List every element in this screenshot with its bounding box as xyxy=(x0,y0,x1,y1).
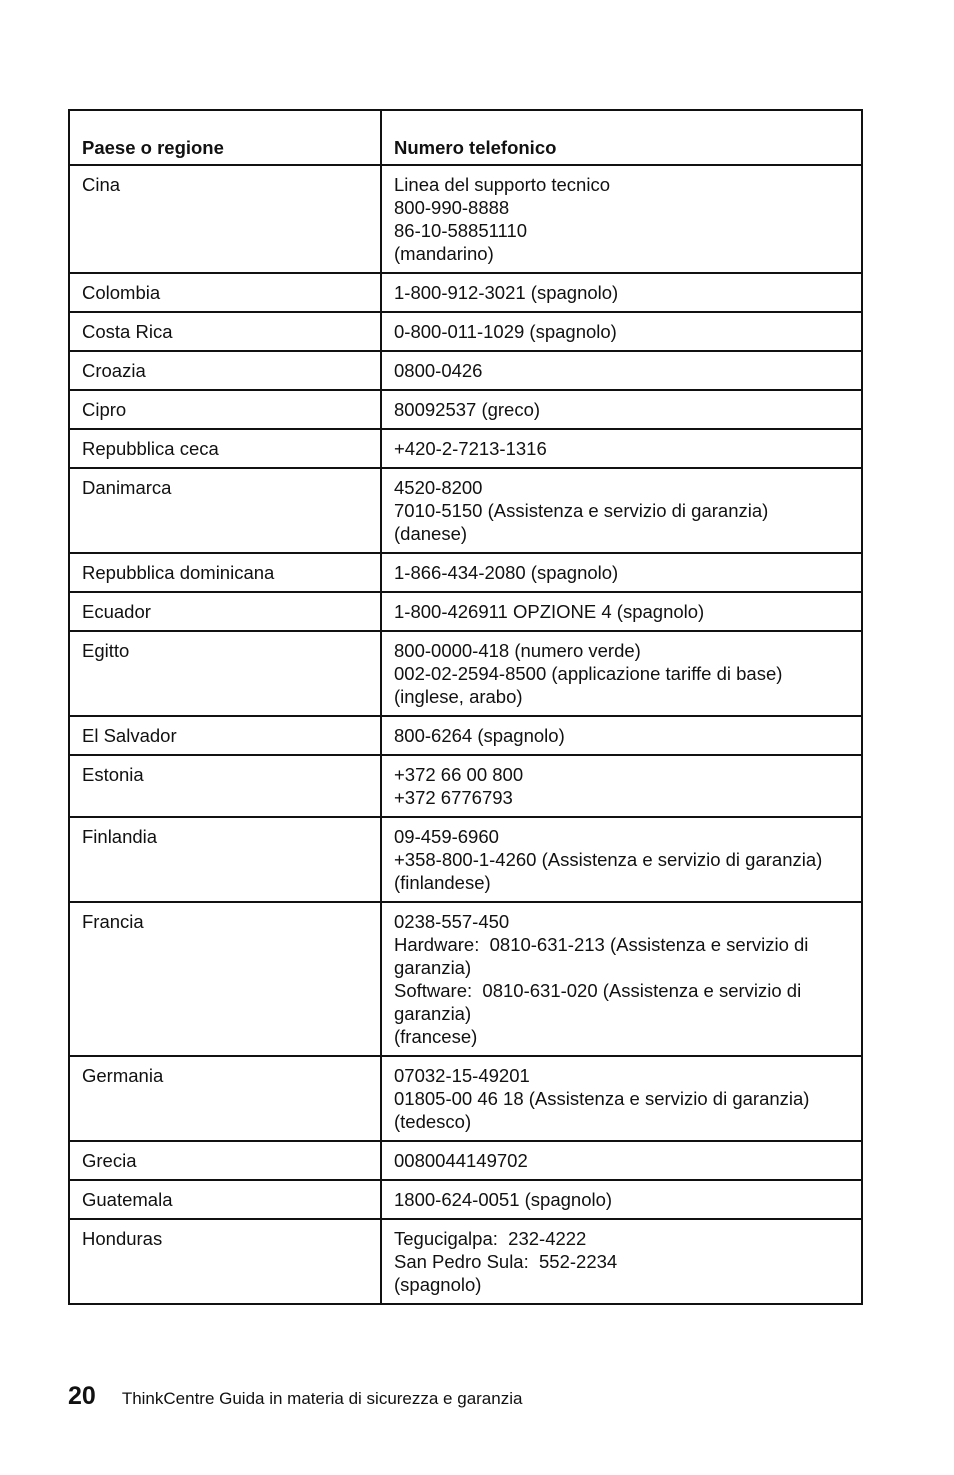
country-cell: Repubblica dominicana xyxy=(69,553,381,592)
phone-cell xyxy=(381,468,862,553)
phone-line: +420-2-7213-1316 xyxy=(394,438,547,459)
phone-line: San Pedro Sula: 552-2234 xyxy=(394,1251,618,1272)
phone-line: 800-6264 (spagnolo) xyxy=(394,725,565,746)
page-footer xyxy=(68,1382,522,1414)
phone-line: 0-800-011-1029 (spagnolo) xyxy=(394,321,617,342)
country-cell: Egitto xyxy=(69,631,381,716)
table-row xyxy=(69,390,862,429)
phone-line: 07032-15-49201 xyxy=(394,1065,530,1086)
phone-cell xyxy=(381,1180,862,1219)
country-cell: Ecuador xyxy=(69,592,381,631)
country-cell: Estonia xyxy=(69,755,381,817)
phone-line: Software: 0810-631-020 (Assistenza e servizio di xyxy=(394,980,802,1001)
table-row xyxy=(69,1180,862,1219)
table-row xyxy=(69,273,862,312)
page-number: 20 xyxy=(68,1382,96,1410)
phone-cell xyxy=(381,429,862,468)
phone-line: 86-10-58851110 xyxy=(394,220,528,241)
table-row xyxy=(69,1219,862,1304)
country-cell: Germania xyxy=(69,1056,381,1141)
table-row xyxy=(69,755,862,817)
country-cell: Honduras xyxy=(69,1219,381,1304)
phone-line: 1800-624-0051 (spagnolo) xyxy=(394,1189,613,1210)
country-cell: El Salvador xyxy=(69,716,381,755)
country-cell: Repubblica ceca xyxy=(69,429,381,468)
country-cell: Francia xyxy=(69,902,381,1056)
phone-line: (danese) xyxy=(394,523,468,544)
table-row xyxy=(69,1056,862,1141)
table-row xyxy=(69,592,862,631)
table-header xyxy=(69,110,862,165)
phone-line: 1-800-426911 OPZIONE 4 (spagnolo) xyxy=(394,601,705,622)
table-row xyxy=(69,817,862,902)
phone-cell xyxy=(381,553,862,592)
header-country: Paese o regione xyxy=(69,110,381,165)
phone-line: 800-990-8888 xyxy=(394,197,510,218)
phone-line: (francese) xyxy=(394,1026,478,1047)
phone-line: (mandarino) xyxy=(394,243,494,264)
phone-line: garanzia) xyxy=(394,1003,472,1024)
table-row xyxy=(69,312,862,351)
header-phone: Numero telefonico xyxy=(381,110,862,165)
phone-cell xyxy=(381,755,862,817)
table-row xyxy=(69,553,862,592)
document-title: ThinkCentre Guida in materia di sicurezza e garanzia xyxy=(121,1389,523,1408)
table-row xyxy=(69,468,862,553)
table-row xyxy=(69,902,862,1056)
phone-cell xyxy=(381,1056,862,1141)
phone-line: 4520-8200 xyxy=(394,477,483,498)
table-row xyxy=(69,716,862,755)
phone-cell xyxy=(381,631,862,716)
country-cell: Grecia xyxy=(69,1141,381,1180)
phone-line: +372 6776793 xyxy=(394,787,513,808)
phone-cell xyxy=(381,390,862,429)
phone-line: 7010-5150 (Assistenza e servizio di garanzia) xyxy=(394,500,769,521)
phone-cell xyxy=(381,1141,862,1180)
phone-cell xyxy=(381,165,862,273)
country-cell: Croazia xyxy=(69,351,381,390)
phone-support-table xyxy=(68,109,863,1305)
phone-line: 09-459-6960 xyxy=(394,826,499,847)
country-cell: Cipro xyxy=(69,390,381,429)
table-body xyxy=(69,165,862,1304)
phone-cell xyxy=(381,351,862,390)
phone-line: 0238-557-450 xyxy=(394,911,510,932)
phone-cell xyxy=(381,716,862,755)
phone-cell xyxy=(381,592,862,631)
phone-line: 80092537 (greco) xyxy=(394,399,541,420)
table-row xyxy=(69,165,862,273)
phone-cell xyxy=(381,1219,862,1304)
phone-line: 1-800-912-3021 (spagnolo) xyxy=(394,282,619,303)
table-row xyxy=(69,351,862,390)
phone-cell xyxy=(381,273,862,312)
phone-line: 0800-0426 xyxy=(394,360,483,381)
phone-cell xyxy=(381,817,862,902)
phone-line: Tegucigalpa: 232-4222 xyxy=(394,1228,587,1249)
table-row xyxy=(69,429,862,468)
phone-line: 01805-00 46 18 (Assistenza e servizio di garanzia) xyxy=(394,1088,810,1109)
table-row xyxy=(69,631,862,716)
phone-cell xyxy=(381,312,862,351)
phone-line: +358-800-1-4260 (Assistenza e servizio di garanzia) xyxy=(394,849,823,870)
phone-line: 1-866-434-2080 (spagnolo) xyxy=(394,562,619,583)
country-cell: Danimarca xyxy=(69,468,381,553)
phone-line: (tedesco) xyxy=(394,1111,472,1132)
country-cell: Costa Rica xyxy=(69,312,381,351)
phone-line: (finlandese) xyxy=(394,872,491,893)
phone-line: +372 66 00 800 xyxy=(394,764,524,785)
country-cell: Guatemala xyxy=(69,1180,381,1219)
phone-line: 800-0000-418 (numero verde) xyxy=(394,640,641,661)
phone-line: 0080044149702 xyxy=(394,1150,528,1171)
phone-line: Linea del supporto tecnico xyxy=(394,174,610,195)
table-row xyxy=(69,1141,862,1180)
phone-cell xyxy=(381,902,862,1056)
phone-line: (inglese, arabo) xyxy=(394,686,523,707)
country-cell: Cina xyxy=(69,165,381,273)
phone-line: 002-02-2594-8500 (applicazione tariffe di base) xyxy=(394,663,783,684)
phone-line: (spagnolo) xyxy=(394,1274,482,1295)
table-header-row xyxy=(69,110,862,165)
country-cell: Colombia xyxy=(69,273,381,312)
country-cell: Finlandia xyxy=(69,817,381,902)
phone-line: garanzia) xyxy=(394,957,472,978)
phone-line: Hardware: 0810-631-213 (Assistenza e servizio di xyxy=(394,934,809,955)
